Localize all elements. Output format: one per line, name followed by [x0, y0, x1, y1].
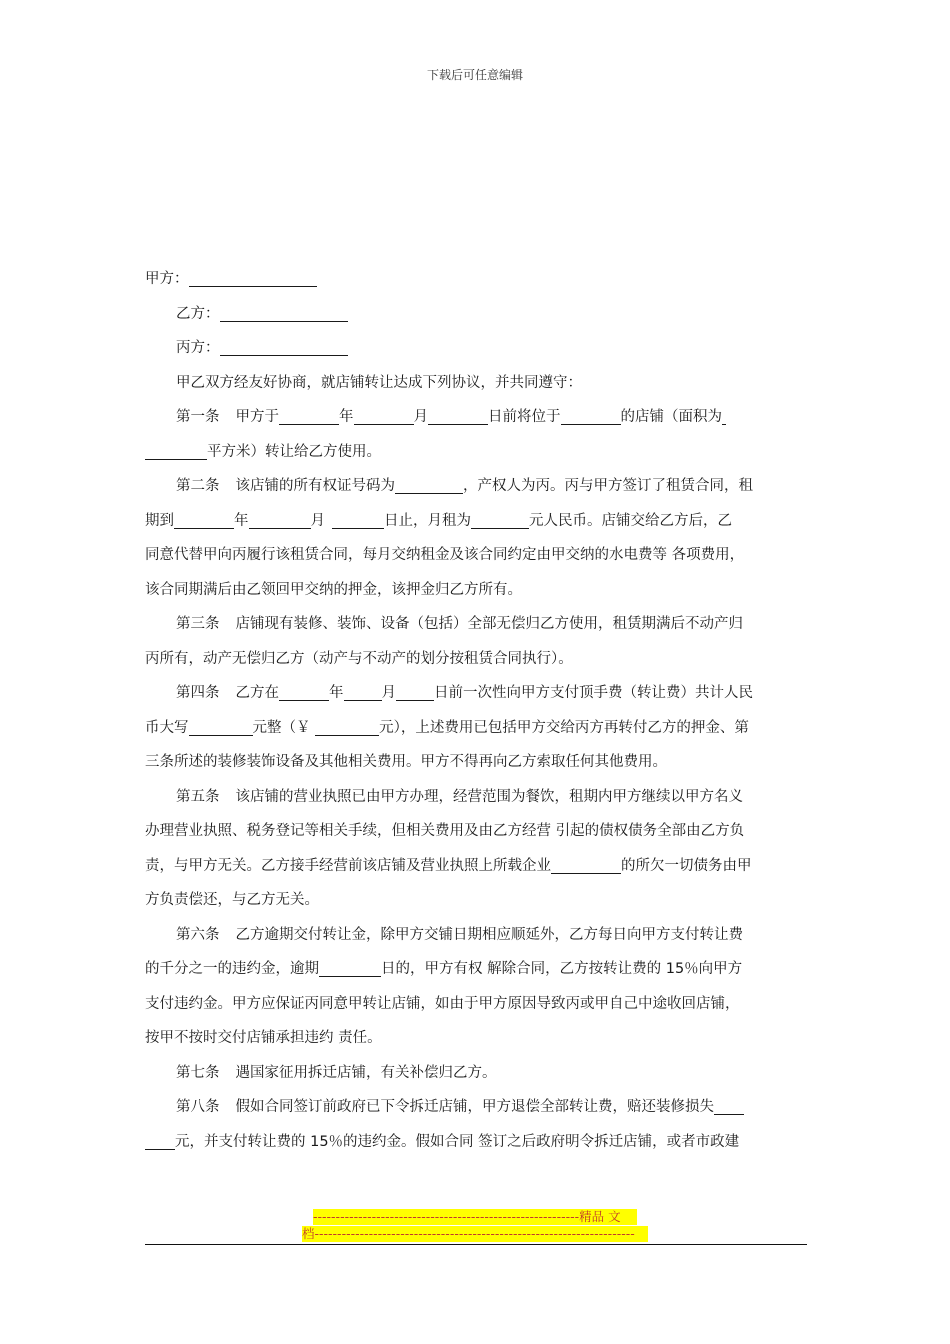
compensation-blank-cont: [145, 1131, 175, 1150]
article-2-label: 第二条: [176, 478, 220, 494]
article-6-line-3: 支付违约金。甲方应保证丙同意甲转让店铺，如由于甲方原因导致丙或甲自己中途收回店铺，: [145, 995, 740, 1012]
article-4-line-2: 币大写 元整（￥ 元），上述费用已包括甲方交给丙方再转付乙方的押金、第: [145, 711, 807, 746]
article-6-line-2: 的千分之一的违约金，逾期 日的，甲方有权 解除合同，乙方按转让费的 15％向甲方: [145, 952, 807, 987]
article-3-line-1: 第三条 店铺现有装修、装饰、设备（包括）全部无偿归乙方使用，租赁期满后不动产归: [176, 616, 743, 632]
certificate-blank: [395, 475, 463, 494]
blank: [279, 406, 339, 425]
blank: [344, 682, 382, 701]
area-blank: [145, 441, 207, 460]
party-b-line: 乙方：: [145, 297, 807, 332]
article-1-line-2: 平方米）转让给乙方使用。: [145, 435, 807, 470]
party-b-blank: [220, 303, 348, 322]
blank: [428, 406, 488, 425]
amount-number-blank: [315, 717, 379, 736]
article-2-line-4: 该合同期满后由乙领回甲交纳的押金，该押金归乙方所有。: [145, 581, 522, 598]
rent-blank: [471, 510, 529, 529]
article-5-line-2: 办理营业执照、税务登记等相关手续，但相关费用及由乙方经营 引起的债权债务全部由乙方负: [145, 823, 745, 839]
blank: [722, 406, 726, 425]
footer-watermark-line-2: 档-----------------------------------------------------------------------: [302, 1226, 648, 1242]
footer-rule: [145, 1244, 807, 1245]
amount-words-blank: [189, 717, 253, 736]
article-4-line-3: 三条所述的装修装饰设备及其他相关费用。甲方不得再向乙方索取任何其他费用。: [145, 754, 667, 770]
article-4-label: 第四条: [176, 685, 220, 701]
article-5-label: 第五条: [176, 788, 220, 805]
article-4-line-1: 第四条 乙方在 年 月 日前一次性向甲方支付顶手费（转让费）共计人民: [145, 676, 807, 711]
overdue-days-blank: [319, 958, 381, 977]
party-a-line: 甲方：: [145, 262, 807, 297]
article-5-line-4: 方负责偿还，与乙方无关。: [145, 892, 319, 908]
blank: [249, 510, 311, 529]
party-c-blank: [220, 337, 348, 356]
blank: [561, 406, 621, 425]
party-c-line: 丙方：: [145, 331, 807, 366]
article-7-label: 第七条: [176, 1064, 220, 1081]
footer-watermark-line-1: -----------------------------------------------------------精品 文: [313, 1209, 637, 1225]
contract-body: [145, 262, 807, 1159]
page-header: 下载后可任意编辑: [426, 68, 523, 82]
article-1-label: 第一条: [176, 409, 220, 425]
party-a-blank: [189, 268, 317, 287]
article-8-label: 第八条: [176, 1099, 220, 1115]
blank: [354, 406, 414, 425]
article-7-line-1: 第七条 遇国家征用拆迁店铺，有关补偿归乙方。: [176, 1064, 497, 1081]
article-1-line-1: 第一条 甲方于 年 月 日前将位于 的店铺（面积为: [145, 400, 807, 435]
blank: [396, 682, 434, 701]
article-6-line-1: 第六条 乙方逾期交付转让金，除甲方交铺日期相应顺延外，乙方每日向甲方支付转让费: [176, 926, 743, 943]
compensation-blank: [714, 1096, 744, 1115]
article-8-line-2: 元，并支付转让费的 15％的违约金。假如合同 签订之后政府明令拆迁店铺，或者市政建: [145, 1125, 807, 1160]
article-2-line-3: 同意代替甲向丙履行该租赁合同，每月交纳租金及该合同约定由甲交纳的水电费等 各项费用，: [145, 547, 745, 563]
article-2-line-1: 第二条 该店铺的所有权证号码为 ，产权人为丙。丙与甲方签订了租赁合同，租: [145, 469, 807, 504]
blank: [174, 510, 234, 529]
blank: [279, 682, 329, 701]
article-5-line-1: 第五条 该店铺的营业执照已由甲方办理，经营范围为餐饮，租期内甲方继续以甲方名义: [176, 788, 743, 805]
article-6-label: 第六条: [176, 926, 220, 943]
article-3-label: 第三条: [176, 616, 220, 632]
article-6-line-4: 按甲不按时交付店铺承担违约 责任。: [145, 1030, 382, 1046]
article-8-line-1: 第八条 假如合同签订前政府已下令拆迁店铺，甲方退偿全部转让费，赔还装修损失: [145, 1090, 807, 1125]
company-blank: [551, 855, 621, 874]
article-2-line-2: 期到 年 月 日止，月租为 元人民币。店铺交给乙方后，乙: [145, 504, 807, 539]
article-3-line-2: 丙所有，动产无偿归乙方（动产与不动产的划分按租赁合同执行）。: [145, 650, 573, 667]
article-5-line-3: 责，与甲方无关。乙方接手经营前该店铺及营业执照上所载企业 的所欠一切债务由甲: [145, 849, 807, 884]
intro-line: 甲乙双方经友好协商，就店铺转让达成下列协议，并共同遵守：: [176, 374, 582, 391]
blank: [332, 510, 384, 529]
